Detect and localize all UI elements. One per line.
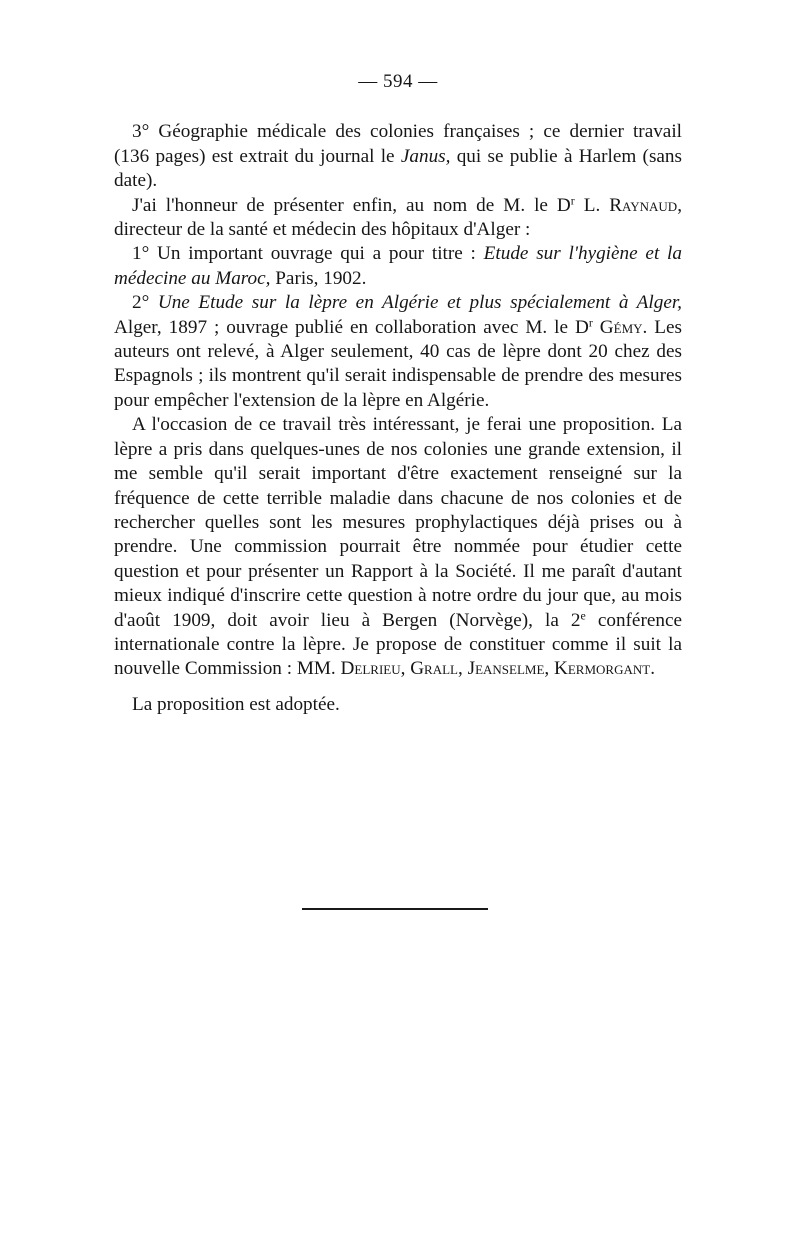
paragraph-proposition: [114, 413, 682, 681]
paragraph-end: .: [650, 658, 655, 680]
paragraph-text: J'ai l'honneur de présenter enfin, au nom de M. le D: [132, 194, 571, 216]
page-body: [114, 70, 682, 717]
work-title: Etude sur l'hygiène et la médecine au Maroc,: [114, 243, 682, 289]
paragraph-etude-maroc: [114, 242, 682, 291]
superscript: e: [580, 607, 586, 622]
member-name: Kermorgant: [554, 658, 651, 680]
paragraph-text: A l'occasion de ce travail très intéressant, je ferai une proposition. La lèpre a pris dans quelques-unes de nos colonies une grande extension, il me semble qu'il serait important d'être exactement renseigné sur la fréquence de cette terrible maladie dans chacune de nos colonies et de rechercher quelles sont les mesures prophylactiques déjà prises ou à prendre. Une commission pourrait être nommée pour étudier cette question et pour présenter un Rapport à la Société. Il me paraît d'autant mieux indiqué d'inscrire cette question à notre ordre du jour que, au mois d'août 1909, doit avoir lieu à Bergen (Norvège), la 2: [114, 414, 682, 631]
paragraph-raynaud: [114, 194, 682, 243]
paragraph-text: , directeur de la santé et médecin des hôpitaux d'Alger :: [114, 194, 682, 241]
separator: ,: [458, 658, 468, 680]
separator: ,: [400, 658, 411, 680]
paragraph-text: conférence internationale contre la lèpre. Je propose de constituer comme il suit la nouvelle Commission : MM.: [114, 609, 682, 680]
paragraph-text: qui se publie à Harlem (sans date).: [114, 145, 682, 192]
page-number: — 594 —: [358, 71, 438, 92]
superscript: r: [570, 193, 575, 208]
paragraph-text: L.: [574, 194, 610, 216]
paragraph-etude-lepre: [114, 291, 682, 413]
work-title: Une Etude sur la lèpre en Algérie et plus spécialement à Alger,: [157, 292, 682, 314]
member-name: Delrieu: [340, 658, 401, 680]
paragraph-text: Alger, 1897 ; ouvrage publié en collaboration avec M. le D: [114, 316, 589, 338]
paragraph-geographie: [114, 120, 682, 193]
member-name: Grall: [410, 658, 459, 680]
superscript: r: [588, 315, 593, 330]
paragraph-text: . Les auteurs ont relevé, à Alger seulement, 40 cas de lèpre dont 20 chez des Espagnols ; ils montrent qu'il serait indispensable de prendre des mesures pour empêcher l'extension de la lèpre en Algérie.: [114, 316, 682, 411]
paragraph-text: 3° Géographie médicale des colonies françaises ; ce dernier travail (136 pages) est extrait du journal le: [114, 121, 682, 167]
author-name: Raynaud: [609, 194, 678, 216]
paragraph-text: [593, 317, 600, 338]
closing-statement: La proposition est adoptée.: [132, 693, 340, 715]
separator: ,: [544, 658, 554, 680]
journal-title: Janus,: [400, 145, 451, 167]
end-rule: [302, 908, 488, 910]
paragraph-text: 2°: [132, 292, 158, 314]
author-name: Gémy: [599, 316, 643, 338]
member-name: Jeanselme: [467, 658, 545, 680]
paragraph-text: 1° Un important ouvrage qui a pour titre :: [132, 243, 484, 265]
paragraph-text: Paris, 1902.: [270, 267, 367, 289]
